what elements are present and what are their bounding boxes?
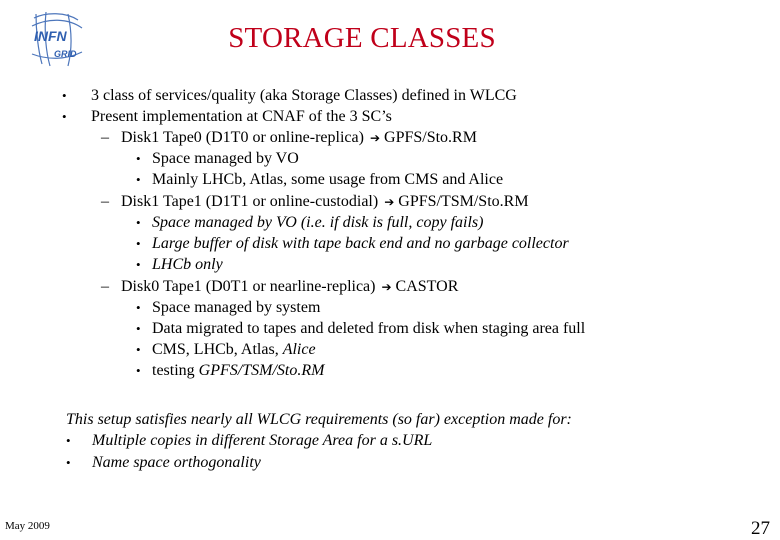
note-item: [66, 431, 432, 451]
bullet-glyph: •: [136, 236, 141, 251]
footer-date: May 2009: [5, 520, 50, 532]
sc3-heading: [101, 277, 458, 297]
dash-glyph: –: [101, 193, 109, 210]
sc1-item: [136, 170, 503, 190]
bullet-glyph: •: [136, 363, 141, 378]
sc1-description: Disk1 Tape0 (D1T0 or online-replica): [121, 129, 364, 146]
sc2-item-text: LHCb only: [152, 256, 223, 273]
bullet-text: Present implementation at CNAF of the 3 SC’s: [91, 108, 392, 125]
bullet-glyph: •: [66, 455, 71, 470]
note-item-text: Multiple copies in different Storage Area for a s.URL: [92, 432, 433, 449]
logo-infn-text: INFN: [34, 28, 67, 44]
sc3-item: [136, 319, 585, 339]
sc2-item-text: Large buffer of disk with tape back end and no garbage collector: [152, 235, 569, 252]
bullet-glyph: •: [136, 215, 141, 230]
arrow-icon: ➔: [369, 131, 381, 145]
slide-title: STORAGE CLASSES: [228, 22, 496, 54]
note-item-text: Name space orthogonality: [92, 454, 261, 471]
bullet-glyph: •: [62, 109, 67, 124]
sc3-item-text-italic: Alice: [282, 341, 316, 358]
sc1-item: [136, 149, 299, 169]
sc3-item: [136, 340, 316, 360]
logo-grid-text: GRID: [54, 49, 77, 59]
sc3-item: [136, 298, 320, 318]
bullet-glyph: •: [136, 257, 141, 272]
sc1-heading: [101, 128, 477, 148]
sc3-technology: CASTOR: [395, 278, 459, 295]
bullet-cnaf: [62, 107, 392, 127]
sc3-item-text: testing: [152, 362, 195, 379]
dash-glyph: –: [101, 129, 109, 146]
sc1-technology: GPFS/Sto.RM: [384, 129, 477, 146]
arrow-icon: ➔: [384, 195, 395, 209]
sc2-item: [136, 234, 569, 254]
sc3-item-text: Space managed by system: [152, 299, 321, 316]
sc2-heading: [101, 192, 529, 212]
dash-glyph: –: [101, 278, 109, 295]
sc2-description: Disk1 Tape1 (D1T1 or online-custodial): [121, 193, 379, 210]
bullet-text: 3 class of services/quality (aka Storage Classes) defined in WLCG: [91, 87, 517, 104]
note-item: [66, 453, 261, 473]
sc2-item: [136, 255, 223, 275]
sc2-item-text: Space managed by VO (i.e. if disk is full, copy fails): [152, 214, 484, 231]
page-number: 27: [751, 518, 770, 539]
bullet-glyph: •: [136, 300, 141, 315]
sc3-item: [136, 361, 324, 381]
sc3-description: Disk0 Tape1 (D0T1 or nearline-replica): [121, 278, 376, 295]
bullet-glyph: •: [136, 151, 141, 166]
bullet-classes: [62, 86, 517, 106]
sc1-item-text: Mainly LHCb, Atlas, some usage from CMS and Alice: [152, 171, 504, 188]
bullet-glyph: •: [136, 172, 141, 187]
sc1-item-text: Space managed by VO: [152, 150, 299, 167]
sc2-technology: GPFS/TSM/Sto.RM: [398, 193, 529, 210]
bullet-glyph: •: [62, 88, 67, 103]
arrow-icon: ➔: [381, 280, 392, 294]
sc3-item-text-italic: GPFS/TSM/Sto.RM: [198, 362, 325, 379]
sc2-item: [136, 213, 483, 233]
bullet-glyph: •: [66, 433, 71, 448]
sc3-item-text: Data migrated to tapes and deleted from disk when staging area full: [152, 320, 586, 337]
note-text: This setup satisfies nearly all WLCG requirements (so far) exception made for:: [66, 411, 572, 428]
sc3-item-text: CMS, LHCb, Atlas,: [152, 341, 279, 358]
bullet-glyph: •: [136, 321, 141, 336]
bullet-glyph: •: [136, 342, 141, 357]
